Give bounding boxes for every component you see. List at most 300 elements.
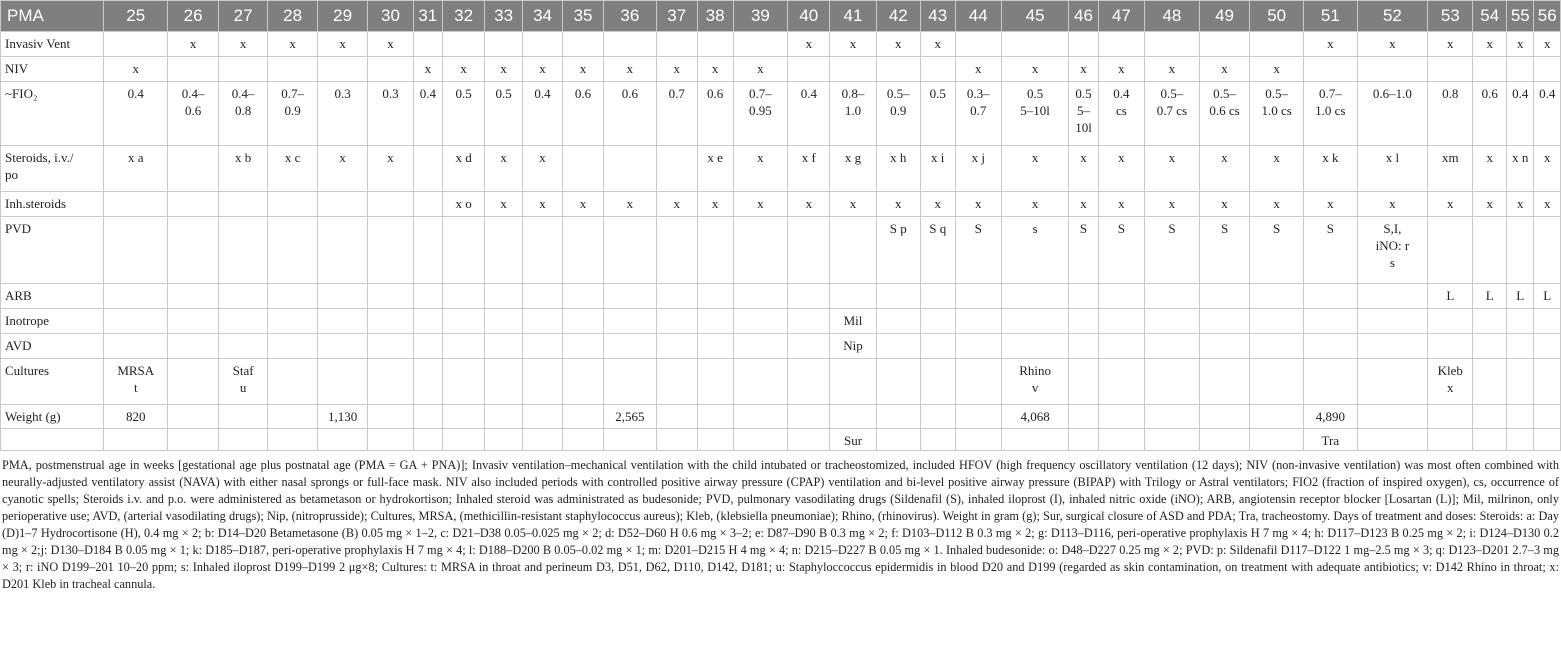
table-cell: [413, 359, 442, 405]
table-cell: [830, 359, 876, 405]
table-cell: [733, 405, 788, 429]
table-cell: [1069, 284, 1098, 309]
table-cell: [485, 359, 523, 405]
table-cell: [1001, 429, 1068, 451]
table-cell: x: [1001, 192, 1068, 217]
table-cell: S q: [920, 217, 955, 284]
table-cell: [563, 429, 604, 451]
table-cell: [368, 284, 413, 309]
table-cell: [485, 284, 523, 309]
table-row: [1, 334, 1561, 359]
table-cell: [1069, 429, 1098, 451]
row-label: Cultures: [1, 359, 104, 405]
table-cell: x: [563, 192, 604, 217]
table-cell: x: [697, 57, 733, 82]
table-cell: [563, 359, 604, 405]
table-cell: [1001, 309, 1068, 334]
table-cell: [733, 359, 788, 405]
table-cell: [218, 192, 267, 217]
row-label: Weight (g): [1, 405, 104, 429]
table-cell: [876, 284, 920, 309]
table-cell: [876, 334, 920, 359]
table-cell: [563, 32, 604, 57]
table-cell: [830, 284, 876, 309]
table-cell: [485, 217, 523, 284]
table-cell: [268, 217, 317, 284]
table-cell: [1250, 284, 1304, 309]
table-cell: [1250, 405, 1304, 429]
table-cell: [1357, 429, 1428, 451]
table-cell: [697, 309, 733, 334]
table-cell: x: [1001, 57, 1068, 82]
table-cell: [268, 192, 317, 217]
header-week: 39: [733, 1, 788, 32]
table-cell: [1534, 405, 1561, 429]
table-cell: S: [1303, 217, 1357, 284]
table-cell: [1473, 405, 1507, 429]
table-cell: [218, 284, 267, 309]
table-cell: [830, 57, 876, 82]
table-cell: [920, 309, 955, 334]
table-cell: [1473, 334, 1507, 359]
table-cell: [1507, 57, 1534, 82]
table-cell: [656, 359, 697, 405]
table-cell: [485, 334, 523, 359]
table-cell: [1357, 405, 1428, 429]
table-cell: 0.6: [697, 82, 733, 146]
table-cell: [1098, 429, 1144, 451]
table-cell: [955, 32, 1001, 57]
table-cell: 0.7: [656, 82, 697, 146]
table-cell: [168, 284, 219, 309]
table-cell: [168, 429, 219, 451]
table-cell: [1199, 32, 1250, 57]
table-cell: [788, 57, 830, 82]
header-week: 34: [523, 1, 563, 32]
table-cell: [104, 217, 168, 284]
table-cell: x b: [218, 146, 267, 192]
header-week: 44: [955, 1, 1001, 32]
table-cell: [733, 32, 788, 57]
table-cell: [368, 309, 413, 334]
table-cell: [168, 57, 219, 82]
table-cell: [955, 429, 1001, 451]
table-cell: x: [1534, 32, 1561, 57]
table-cell: [368, 405, 413, 429]
table-cell: [1428, 309, 1473, 334]
table-cell: [1069, 359, 1098, 405]
table-cell: x: [317, 146, 368, 192]
table-cell: 0.4: [104, 82, 168, 146]
table-cell: x: [1069, 146, 1098, 192]
table-cell: [920, 429, 955, 451]
table-cell: [1098, 334, 1144, 359]
table-cell: 4,068: [1001, 405, 1068, 429]
table-cell: [1199, 334, 1250, 359]
table-cell: [1199, 405, 1250, 429]
table-cell: [830, 217, 876, 284]
table-cell: [1145, 284, 1200, 309]
header-week: 46: [1069, 1, 1098, 32]
table-cell: x c: [268, 146, 317, 192]
table-cell: [697, 284, 733, 309]
header-week: 48: [1145, 1, 1200, 32]
table-cell: 0.5– 0.7 cs: [1145, 82, 1200, 146]
header-week: 26: [168, 1, 219, 32]
table-cell: [955, 334, 1001, 359]
row-label: PVD: [1, 217, 104, 284]
table-cell: x: [656, 57, 697, 82]
table-row: [1, 82, 1561, 146]
table-cell: [697, 359, 733, 405]
table-footnote: PMA, postmenstrual age in weeks [gestational age plus postnatal age (PMA = GA + PNA)]; Invasiv ventilation–mechanical ventilation with the child intubated or tracheostomized, included HFOV (high frequency oscillatory ventilation (12 days); NIV (non-invasive ventilation) was most often combined with neurally-adjusted ventilatory assist (NAVA) with either nasal sprongs or full-face mask. NIV also included periods with controlled positive airway pressure (CPAP) ventilation and bi-level positive airway pressure (BIPAP) with Trilogy or Astral ventilators; FIO2 (fraction of inspired oxygen), cs, occurrence of cyanotic spells; Steroids i.v. and p.o. were administered as betametason or hydrokortison; Inhaled steroid was administrated as budesonide; PVD, pulmonary vasodilating drugs (Sildenafil (S), inhaled iloprost (I), inhaled nitric oxide (iNO); ARB, angiotensin receptor blocker [Losartan (L)]; Mil, milrinon, only perioperative use; AVD, (arterial vasodilating drugs); Nip, (nitroprusside); Cultures, MRSA, (methicillin-resistant staphylococcus aureus); Kleb, (klebsiella pneumoniae); Rhino, (rhinovirus). Weight in gram (g); Sur, surgical closure of ASD and PDA; Tra, tracheostomy. Days of treatment and doses: Steroids: a: Day (D)1–7 Hydrocortisone (H), 0.4 mg × 2; b: D14–D20 Betametasone (B) 0.05 mg × 1–2, c: D21–D38 0.05–0.025 mg × 2; d: D52–D60 H 0.6 mg × 3–2; e: D87–D90 B 0.3 mg × 2; f: D103–D112 B 0.3 mg × 2; g: D113–D116, peri-operative prophylaxis H 7 mg × 4; h: D117–D123 B 0.25 mg × 2; i: D124–D130 0.2 mg × 2;j: D130–D184 B 0.05 mg × 1; k: D185–D187, peri-operative prophylaxis H 7 mg × 4; l: D188–D200 B 0.05–0.02 mg × 1; m: D201–D215 H 4 mg × 4; n: D215–D227 B 0.05 mg × 1. Inhaled budesonide: o: D48–D227 0.25 mg × 2; PVD: p: Sildenafil D117–D122 1 mg–2.5 mg × 3; q: D123–D201 2.7–3 mg × 3; r: iNO D199–201 10–20 ppm; s: Inhaled iloprost D199–D199 2 μg×8; Cultures: t: MRSA in throat and perineum D3, D51, D62, D110, D142, D181; u: Staphyloccoccus epidermidis in blood D20 and D199 (regarded as skin contamination, on treatment with adequate antibiotics; v: D142 Rhino in throat; x: D201 Kleb in tracheal cannula.: [2, 458, 1559, 591]
header-week: 54: [1473, 1, 1507, 32]
table-cell: [1507, 359, 1534, 405]
header-week: 33: [485, 1, 523, 32]
table-row: [1, 146, 1561, 192]
table-cell: [697, 32, 733, 57]
table-cell: x: [1145, 57, 1200, 82]
header-week: 29: [317, 1, 368, 32]
table-cell: [1069, 405, 1098, 429]
header-week: 25: [104, 1, 168, 32]
table-cell: [104, 309, 168, 334]
table-cell: [268, 284, 317, 309]
header-week: 50: [1250, 1, 1304, 32]
table-cell: [1199, 309, 1250, 334]
table-cell: x: [955, 57, 1001, 82]
table-cell: x: [1199, 192, 1250, 217]
table-cell: x: [733, 192, 788, 217]
header-week: 27: [218, 1, 267, 32]
table-cell: [1357, 334, 1428, 359]
header-week: 36: [604, 1, 657, 32]
table-cell: [218, 217, 267, 284]
table-cell: 0.5– 0.6 cs: [1199, 82, 1250, 146]
table-cell: [317, 284, 368, 309]
table-cell: 0.7– 0.95: [733, 82, 788, 146]
table-cell: x: [830, 192, 876, 217]
header-week: 42: [876, 1, 920, 32]
table-cell: [788, 405, 830, 429]
table-cell: [1473, 359, 1507, 405]
table-cell: [1001, 32, 1068, 57]
table-cell: L: [1534, 284, 1561, 309]
table-cell: [218, 405, 267, 429]
table-cell: [1428, 217, 1473, 284]
table-cell: x: [1069, 192, 1098, 217]
table-cell: x a: [104, 146, 168, 192]
table-cell: [1250, 334, 1304, 359]
table-cell: [563, 405, 604, 429]
table-cell: [268, 429, 317, 451]
table-cell: x: [876, 32, 920, 57]
table-cell: s: [1001, 217, 1068, 284]
row-label: [1, 429, 104, 451]
table-cell: [1145, 334, 1200, 359]
table-cell: [1534, 57, 1561, 82]
table-cell: 820: [104, 405, 168, 429]
table-cell: x: [733, 57, 788, 82]
table-cell: [1357, 284, 1428, 309]
table-cell: [218, 57, 267, 82]
table-cell: [368, 57, 413, 82]
table-cell: [656, 146, 697, 192]
table-cell: 0.5– 1.0 cs: [1250, 82, 1304, 146]
table-cell: [563, 309, 604, 334]
table-cell: x: [1250, 57, 1304, 82]
table-cell: [788, 284, 830, 309]
table-cell: x: [1145, 146, 1200, 192]
table-cell: [1357, 57, 1428, 82]
table-cell: [1098, 405, 1144, 429]
table-cell: MRSA t: [104, 359, 168, 405]
table-cell: [733, 309, 788, 334]
table-cell: [697, 429, 733, 451]
table-cell: [443, 405, 485, 429]
table-cell: x: [1428, 32, 1473, 57]
table-cell: [1534, 334, 1561, 359]
table-cell: [443, 334, 485, 359]
table-cell: x: [523, 57, 563, 82]
table-cell: S: [955, 217, 1001, 284]
table-cell: [317, 309, 368, 334]
table-cell: [656, 429, 697, 451]
table-cell: 0.4– 0.6: [168, 82, 219, 146]
table-cell: [920, 284, 955, 309]
row-label: ~FIO₂: [1, 82, 104, 146]
table-cell: [168, 359, 219, 405]
table-cell: [656, 217, 697, 284]
table-cell: [523, 359, 563, 405]
table-cell: [1507, 309, 1534, 334]
table-cell: x d: [443, 146, 485, 192]
table-cell: [368, 429, 413, 451]
table-cell: 0.5: [485, 82, 523, 146]
table-cell: [368, 192, 413, 217]
table-cell: x: [413, 57, 442, 82]
table-cell: S: [1069, 217, 1098, 284]
table-cell: [604, 284, 657, 309]
table-cell: S p: [876, 217, 920, 284]
table-cell: [876, 309, 920, 334]
table-cell: [1473, 217, 1507, 284]
table-cell: x: [1507, 32, 1534, 57]
table-cell: 0.3: [317, 82, 368, 146]
table-cell: x: [1473, 32, 1507, 57]
table-cell: [1145, 405, 1200, 429]
table-cell: x: [1145, 192, 1200, 217]
table-cell: [1098, 359, 1144, 405]
table-cell: [1303, 359, 1357, 405]
table-cell: [168, 192, 219, 217]
header-week: 55: [1507, 1, 1534, 32]
table-cell: xm: [1428, 146, 1473, 192]
table-cell: [368, 359, 413, 405]
table-cell: [413, 32, 442, 57]
table-cell: [604, 429, 657, 451]
table-cell: x: [485, 57, 523, 82]
table-cell: 0.7– 0.9: [268, 82, 317, 146]
header-week: 51: [1303, 1, 1357, 32]
table-cell: [523, 334, 563, 359]
table-cell: S: [1145, 217, 1200, 284]
table-cell: 0.6: [604, 82, 657, 146]
table-cell: 0.4: [1507, 82, 1534, 146]
table-cell: [317, 192, 368, 217]
table-cell: [788, 429, 830, 451]
table-cell: x: [1534, 146, 1561, 192]
table-cell: x e: [697, 146, 733, 192]
table-cell: x: [1069, 57, 1098, 82]
table-cell: [104, 429, 168, 451]
table-cell: 0.6: [563, 82, 604, 146]
table-cell: x: [1199, 57, 1250, 82]
table-cell: [368, 334, 413, 359]
table-cell: [955, 359, 1001, 405]
table-cell: [733, 334, 788, 359]
table-cell: [876, 429, 920, 451]
table-cell: x: [485, 192, 523, 217]
table-cell: [523, 309, 563, 334]
row-label: Invasiv Vent: [1, 32, 104, 57]
table-cell: [1473, 309, 1507, 334]
table-cell: [563, 284, 604, 309]
table-cell: x: [1534, 192, 1561, 217]
row-label: AVD: [1, 334, 104, 359]
table-cell: [656, 284, 697, 309]
table-cell: [1428, 405, 1473, 429]
table-cell: [697, 405, 733, 429]
table-cell: [268, 405, 317, 429]
table-cell: x: [920, 32, 955, 57]
table-row: [1, 192, 1561, 217]
table-cell: [1250, 32, 1304, 57]
table-cell: [218, 334, 267, 359]
table-cell: [1303, 284, 1357, 309]
table-cell: 0.4– 0.8: [218, 82, 267, 146]
table-cell: [656, 32, 697, 57]
table-cell: 0.5 5– 10l: [1069, 82, 1098, 146]
table-cell: [1428, 57, 1473, 82]
header-week: 45: [1001, 1, 1068, 32]
table-cell: L: [1428, 284, 1473, 309]
header-week: 52: [1357, 1, 1428, 32]
table-cell: [1145, 32, 1200, 57]
table-cell: [1145, 359, 1200, 405]
table-cell: x: [604, 57, 657, 82]
table-cell: 0.3: [368, 82, 413, 146]
table-cell: x: [1357, 32, 1428, 57]
table-cell: x: [876, 192, 920, 217]
table-cell: [1145, 309, 1200, 334]
table-cell: x: [1357, 192, 1428, 217]
header-week: 43: [920, 1, 955, 32]
table-cell: 0.8: [1428, 82, 1473, 146]
table-cell: x: [1303, 192, 1357, 217]
table-cell: x: [563, 57, 604, 82]
table-cell: x o: [443, 192, 485, 217]
table-cell: x: [788, 192, 830, 217]
header-week: 31: [413, 1, 442, 32]
table-cell: [1473, 57, 1507, 82]
table-cell: x g: [830, 146, 876, 192]
header-week: 35: [563, 1, 604, 32]
table-cell: [656, 309, 697, 334]
table-cell: [1098, 284, 1144, 309]
table-cell: 1,130: [317, 405, 368, 429]
table-cell: [1428, 429, 1473, 451]
table-cell: [1507, 405, 1534, 429]
table-cell: x: [523, 192, 563, 217]
table-cell: [413, 429, 442, 451]
table-cell: [443, 284, 485, 309]
table-cell: x: [1199, 146, 1250, 192]
table-cell: x: [104, 57, 168, 82]
table-cell: [368, 217, 413, 284]
table-cell: Nip: [830, 334, 876, 359]
table-cell: Kleb x: [1428, 359, 1473, 405]
table-cell: [268, 57, 317, 82]
table-cell: x j: [955, 146, 1001, 192]
table-cell: [1145, 429, 1200, 451]
table-cell: [485, 32, 523, 57]
table-cell: [443, 309, 485, 334]
table-cell: [317, 359, 368, 405]
table-cell: [604, 334, 657, 359]
table-cell: [920, 405, 955, 429]
table-cell: [604, 146, 657, 192]
table-cell: [1357, 309, 1428, 334]
header-week: 49: [1199, 1, 1250, 32]
table-cell: [563, 146, 604, 192]
table-cell: [268, 334, 317, 359]
table-cell: [317, 429, 368, 451]
table-cell: [104, 284, 168, 309]
table-cell: [317, 217, 368, 284]
table-cell: [523, 32, 563, 57]
header-week: 56: [1534, 1, 1561, 32]
table-cell: x: [1098, 146, 1144, 192]
table-cell: x n: [1507, 146, 1534, 192]
table-cell: x: [920, 192, 955, 217]
table-cell: [604, 32, 657, 57]
table-cell: [830, 405, 876, 429]
table-row: [1, 429, 1561, 451]
table-cell: Mil: [830, 309, 876, 334]
table-cell: [485, 309, 523, 334]
table-cell: [485, 405, 523, 429]
table-cell: Sur: [830, 429, 876, 451]
table-cell: [1507, 217, 1534, 284]
table-cell: [788, 334, 830, 359]
table-cell: [1001, 334, 1068, 359]
table-cell: 0.7– 1.0 cs: [1303, 82, 1357, 146]
table-cell: 0.4: [1534, 82, 1561, 146]
table-cell: [104, 334, 168, 359]
table-cell: x: [485, 146, 523, 192]
table-cell: L: [1473, 284, 1507, 309]
table-cell: x h: [876, 146, 920, 192]
table-cell: 0.3– 0.7: [955, 82, 1001, 146]
row-label: Steroids, i.v./ po: [1, 146, 104, 192]
table-cell: S: [1098, 217, 1144, 284]
table-cell: [876, 57, 920, 82]
table-cell: [1199, 284, 1250, 309]
table-cell: x: [1507, 192, 1534, 217]
table-cell: x: [788, 32, 830, 57]
table-cell: [955, 309, 1001, 334]
